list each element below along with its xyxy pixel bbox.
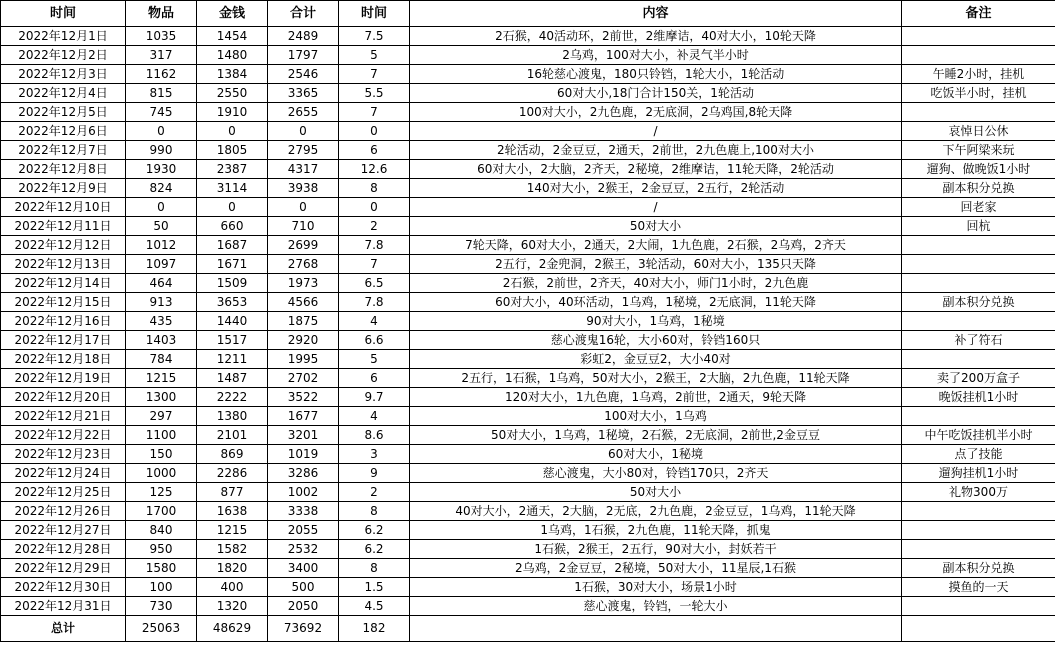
cell-items: 435 xyxy=(126,312,197,331)
cell-total: 710 xyxy=(268,217,339,236)
cell-date: 2022年12月29日 xyxy=(1,559,126,578)
cell-items: 125 xyxy=(126,483,197,502)
cell-money: 0 xyxy=(197,122,268,141)
cell-money: 1487 xyxy=(197,369,268,388)
cell-items: 990 xyxy=(126,141,197,160)
cell-money: 2387 xyxy=(197,160,268,179)
cell-note xyxy=(902,502,1055,521)
cell-total: 2702 xyxy=(268,369,339,388)
cell-total: 0 xyxy=(268,122,339,141)
cell-note: 摸鱼的一天 xyxy=(902,578,1055,597)
cell-content: 慈心渡鬼，铃铛，一轮大小 xyxy=(410,597,902,616)
cell-money: 3114 xyxy=(197,179,268,198)
cell-total: 1995 xyxy=(268,350,339,369)
cell-note: 点了技能 xyxy=(902,445,1055,464)
cell-hours: 8.6 xyxy=(339,426,410,445)
cell-total: 500 xyxy=(268,578,339,597)
cell-content: 7轮天降，60对大小，2通天，2大闹，1九色鹿，2石猴，2乌鸡，2齐天 xyxy=(410,236,902,255)
cell-date: 2022年12月10日 xyxy=(1,198,126,217)
table-row xyxy=(1,540,1055,559)
cell-items: 1930 xyxy=(126,160,197,179)
cell-note: 礼物300万 xyxy=(902,483,1055,502)
cell-total: 1875 xyxy=(268,312,339,331)
cell-note: 遛狗、做晚饭1小时 xyxy=(902,160,1055,179)
cell-content: 90对大小，1乌鸡，1秘境 xyxy=(410,312,902,331)
table-body xyxy=(1,27,1055,616)
cell-date: 2022年12月3日 xyxy=(1,65,126,84)
cell-content: 50对大小，1乌鸡，1秘境，2石猴，2无底洞，2前世,2金豆豆 xyxy=(410,426,902,445)
cell-hours: 7.5 xyxy=(339,27,410,46)
cell-note: 哀悼日公休 xyxy=(902,122,1055,141)
cell-date: 2022年12月23日 xyxy=(1,445,126,464)
cell-note: 晚饭挂机1小时 xyxy=(902,388,1055,407)
total-label: 总计 xyxy=(1,616,126,642)
cell-content: 2乌鸡，2金豆豆，2秘境，50对大小，11星辰,1石猴 xyxy=(410,559,902,578)
table-row xyxy=(1,198,1055,217)
cell-total: 3522 xyxy=(268,388,339,407)
cell-money: 1671 xyxy=(197,255,268,274)
total-items: 25063 xyxy=(126,616,197,642)
cell-items: 1097 xyxy=(126,255,197,274)
cell-items: 1580 xyxy=(126,559,197,578)
cell-items: 1403 xyxy=(126,331,197,350)
cell-items: 100 xyxy=(126,578,197,597)
cell-note: 午睡2小时，挂机 xyxy=(902,65,1055,84)
cell-money: 400 xyxy=(197,578,268,597)
table-row xyxy=(1,236,1055,255)
cell-money: 2101 xyxy=(197,426,268,445)
cell-hours: 6.6 xyxy=(339,331,410,350)
cell-hours: 6.5 xyxy=(339,274,410,293)
cell-date: 2022年12月31日 xyxy=(1,597,126,616)
cell-content: 慈心渡鬼16轮，大小60对，铃铛160只 xyxy=(410,331,902,350)
cell-total: 2546 xyxy=(268,65,339,84)
cell-content: 50对大小 xyxy=(410,217,902,236)
table-row xyxy=(1,445,1055,464)
cell-items: 317 xyxy=(126,46,197,65)
cell-items: 824 xyxy=(126,179,197,198)
cell-money: 1480 xyxy=(197,46,268,65)
cell-total: 2489 xyxy=(268,27,339,46)
table-row xyxy=(1,388,1055,407)
cell-hours: 7.8 xyxy=(339,236,410,255)
table-row xyxy=(1,65,1055,84)
cell-content: 彩虹2，金豆豆2，大小40对 xyxy=(410,350,902,369)
cell-content: 50对大小 xyxy=(410,483,902,502)
cell-note xyxy=(902,255,1055,274)
cell-note xyxy=(902,350,1055,369)
cell-hours: 9 xyxy=(339,464,410,483)
cell-date: 2022年12月2日 xyxy=(1,46,126,65)
cell-items: 1000 xyxy=(126,464,197,483)
table-row xyxy=(1,122,1055,141)
cell-items: 840 xyxy=(126,521,197,540)
cell-content: 2石猴，2前世，2齐天，40对大小，师门1小时，2九色鹿 xyxy=(410,274,902,293)
cell-note xyxy=(902,274,1055,293)
cell-hours: 5 xyxy=(339,350,410,369)
cell-hours: 4 xyxy=(339,312,410,331)
cell-money: 877 xyxy=(197,483,268,502)
cell-money: 3653 xyxy=(197,293,268,312)
cell-date: 2022年12月5日 xyxy=(1,103,126,122)
table-row xyxy=(1,141,1055,160)
cell-date: 2022年12月27日 xyxy=(1,521,126,540)
cell-money: 1211 xyxy=(197,350,268,369)
table-row xyxy=(1,84,1055,103)
table-row xyxy=(1,350,1055,369)
cell-date: 2022年12月13日 xyxy=(1,255,126,274)
table-row xyxy=(1,293,1055,312)
table-row xyxy=(1,312,1055,331)
cell-date: 2022年12月28日 xyxy=(1,540,126,559)
cell-total: 2655 xyxy=(268,103,339,122)
cell-date: 2022年12月30日 xyxy=(1,578,126,597)
cell-total: 0 xyxy=(268,198,339,217)
cell-items: 950 xyxy=(126,540,197,559)
cell-content: 1乌鸡，1石猴，2九色鹿，11轮天降，抓鬼 xyxy=(410,521,902,540)
cell-date: 2022年12月19日 xyxy=(1,369,126,388)
cell-content: 1石猴，2猴王，2五行，90对大小，封妖若干 xyxy=(410,540,902,559)
cell-items: 1162 xyxy=(126,65,197,84)
cell-content: 60对大小，40环活动，1乌鸡，1秘境，2无底洞，11轮天降 xyxy=(410,293,902,312)
cell-hours: 1.5 xyxy=(339,578,410,597)
cell-date: 2022年12月12日 xyxy=(1,236,126,255)
cell-total: 1677 xyxy=(268,407,339,426)
table-row xyxy=(1,46,1055,65)
cell-hours: 3 xyxy=(339,445,410,464)
cell-items: 784 xyxy=(126,350,197,369)
cell-items: 1100 xyxy=(126,426,197,445)
cell-date: 2022年12月8日 xyxy=(1,160,126,179)
cell-note: 回老家 xyxy=(902,198,1055,217)
cell-total: 2055 xyxy=(268,521,339,540)
cell-note: 回杭 xyxy=(902,217,1055,236)
table-row xyxy=(1,502,1055,521)
cell-date: 2022年12月21日 xyxy=(1,407,126,426)
cell-note: 遛狗挂机1小时 xyxy=(902,464,1055,483)
cell-date: 2022年12月20日 xyxy=(1,388,126,407)
cell-items: 150 xyxy=(126,445,197,464)
cell-items: 0 xyxy=(126,198,197,217)
cell-money: 2222 xyxy=(197,388,268,407)
cell-note: 补了符石 xyxy=(902,331,1055,350)
cell-money: 660 xyxy=(197,217,268,236)
cell-date: 2022年12月1日 xyxy=(1,27,126,46)
cell-items: 1300 xyxy=(126,388,197,407)
cell-money: 1440 xyxy=(197,312,268,331)
cell-hours: 6 xyxy=(339,369,410,388)
cell-hours: 5 xyxy=(339,46,410,65)
cell-date: 2022年12月22日 xyxy=(1,426,126,445)
cell-date: 2022年12月18日 xyxy=(1,350,126,369)
header-content: 内容 xyxy=(410,1,902,27)
cell-note: 副本积分兑换 xyxy=(902,293,1055,312)
cell-total: 3400 xyxy=(268,559,339,578)
cell-hours: 0 xyxy=(339,198,410,217)
cell-total: 2532 xyxy=(268,540,339,559)
cell-money: 1687 xyxy=(197,236,268,255)
cell-items: 815 xyxy=(126,84,197,103)
table-row xyxy=(1,331,1055,350)
cell-hours: 6.2 xyxy=(339,540,410,559)
cell-content: / xyxy=(410,198,902,217)
cell-total: 3365 xyxy=(268,84,339,103)
cell-hours: 7 xyxy=(339,103,410,122)
cell-content: 16轮慈心渡鬼，180只铃铛，1轮大小，1轮活动 xyxy=(410,65,902,84)
cell-content: / xyxy=(410,122,902,141)
cell-date: 2022年12月25日 xyxy=(1,483,126,502)
total-money: 48629 xyxy=(197,616,268,642)
cell-items: 464 xyxy=(126,274,197,293)
cell-hours: 6.2 xyxy=(339,521,410,540)
cell-total: 4566 xyxy=(268,293,339,312)
cell-date: 2022年12月4日 xyxy=(1,84,126,103)
cell-total: 2795 xyxy=(268,141,339,160)
total-row xyxy=(1,616,1055,642)
cell-date: 2022年12月7日 xyxy=(1,141,126,160)
cell-hours: 9.7 xyxy=(339,388,410,407)
table-row xyxy=(1,217,1055,236)
cell-date: 2022年12月14日 xyxy=(1,274,126,293)
cell-total: 2050 xyxy=(268,597,339,616)
table-row xyxy=(1,597,1055,616)
cell-hours: 12.6 xyxy=(339,160,410,179)
cell-note xyxy=(902,27,1055,46)
cell-content: 2五行，2金兜洞，2猴王，3轮活动，60对大小，135只天降 xyxy=(410,255,902,274)
cell-money: 2550 xyxy=(197,84,268,103)
cell-content: 2乌鸡，100对大小，补灵气半小时 xyxy=(410,46,902,65)
cell-hours: 7.8 xyxy=(339,293,410,312)
cell-note xyxy=(902,540,1055,559)
cell-note: 卖了200万盒子 xyxy=(902,369,1055,388)
cell-note xyxy=(902,312,1055,331)
cell-content: 60对大小，2大脑，2齐天，2秘境，2维摩诘，11轮天降，2轮活动 xyxy=(410,160,902,179)
table-row xyxy=(1,483,1055,502)
cell-note: 下午阿梁来玩 xyxy=(902,141,1055,160)
cell-total: 3201 xyxy=(268,426,339,445)
cell-money: 0 xyxy=(197,198,268,217)
cell-content: 慈心渡鬼，大小80对，铃铛170只，2齐天 xyxy=(410,464,902,483)
cell-content: 60对大小，1秘境 xyxy=(410,445,902,464)
table-row xyxy=(1,179,1055,198)
cell-money: 1517 xyxy=(197,331,268,350)
cell-items: 913 xyxy=(126,293,197,312)
cell-content: 2五行，1石猴，1乌鸡，50对大小，2猴王，2大脑，2九色鹿，11轮天降 xyxy=(410,369,902,388)
cell-content: 100对大小，1乌鸡 xyxy=(410,407,902,426)
cell-money: 1509 xyxy=(197,274,268,293)
cell-date: 2022年12月24日 xyxy=(1,464,126,483)
cell-date: 2022年12月26日 xyxy=(1,502,126,521)
cell-hours: 2 xyxy=(339,217,410,236)
cell-items: 1035 xyxy=(126,27,197,46)
table-row xyxy=(1,426,1055,445)
cell-content: 2石猴，40活动环，2前世，2维摩诘，40对大小，10轮天降 xyxy=(410,27,902,46)
cell-money: 1320 xyxy=(197,597,268,616)
cell-money: 1582 xyxy=(197,540,268,559)
cell-hours: 8 xyxy=(339,559,410,578)
cell-content: 60对大小,18门合计150关，1轮活动 xyxy=(410,84,902,103)
cell-money: 1638 xyxy=(197,502,268,521)
cell-note: 吃饭半小时，挂机 xyxy=(902,84,1055,103)
cell-items: 745 xyxy=(126,103,197,122)
header-row xyxy=(1,1,1055,27)
cell-hours: 8 xyxy=(339,502,410,521)
cell-note xyxy=(902,597,1055,616)
cell-total: 1019 xyxy=(268,445,339,464)
cell-total: 1797 xyxy=(268,46,339,65)
table-row xyxy=(1,578,1055,597)
total-content xyxy=(410,616,902,642)
cell-items: 1012 xyxy=(126,236,197,255)
cell-items: 730 xyxy=(126,597,197,616)
cell-note xyxy=(902,521,1055,540)
header-hours: 时间 xyxy=(339,1,410,27)
cell-money: 1820 xyxy=(197,559,268,578)
cell-money: 1380 xyxy=(197,407,268,426)
cell-total: 3938 xyxy=(268,179,339,198)
table-row xyxy=(1,369,1055,388)
total-hours: 182 xyxy=(339,616,410,642)
cell-hours: 7 xyxy=(339,255,410,274)
cell-money: 1805 xyxy=(197,141,268,160)
cell-content: 100对大小，2九色鹿，2无底洞，2乌鸡国,8轮天降 xyxy=(410,103,902,122)
cell-hours: 7 xyxy=(339,65,410,84)
cell-date: 2022年12月11日 xyxy=(1,217,126,236)
cell-date: 2022年12月9日 xyxy=(1,179,126,198)
cell-money: 869 xyxy=(197,445,268,464)
cell-date: 2022年12月16日 xyxy=(1,312,126,331)
total-sum: 73692 xyxy=(268,616,339,642)
cell-money: 1215 xyxy=(197,521,268,540)
cell-money: 1910 xyxy=(197,103,268,122)
cell-money: 1384 xyxy=(197,65,268,84)
table-row xyxy=(1,407,1055,426)
cell-total: 1002 xyxy=(268,483,339,502)
cell-items: 50 xyxy=(126,217,197,236)
table-row xyxy=(1,27,1055,46)
cell-note xyxy=(902,103,1055,122)
cell-hours: 5.5 xyxy=(339,84,410,103)
header-money: 金钱 xyxy=(197,1,268,27)
cell-items: 0 xyxy=(126,122,197,141)
cell-hours: 2 xyxy=(339,483,410,502)
table-row xyxy=(1,160,1055,179)
cell-date: 2022年12月17日 xyxy=(1,331,126,350)
header-items: 物品 xyxy=(126,1,197,27)
total-note xyxy=(902,616,1055,642)
cell-content: 140对大小，2猴王，2金豆豆，2五行，2轮活动 xyxy=(410,179,902,198)
cell-hours: 8 xyxy=(339,179,410,198)
cell-date: 2022年12月6日 xyxy=(1,122,126,141)
table-row xyxy=(1,464,1055,483)
table-row xyxy=(1,559,1055,578)
cell-content: 40对大小，2通天，2大脑，2无底，2九色鹿，2金豆豆，1乌鸡，11轮天降 xyxy=(410,502,902,521)
cell-note: 副本积分兑换 xyxy=(902,179,1055,198)
header-total: 合计 xyxy=(268,1,339,27)
table-row xyxy=(1,103,1055,122)
cell-content: 2轮活动，2金豆豆，2通天，2前世，2九色鹿上,100对大小 xyxy=(410,141,902,160)
cell-total: 2699 xyxy=(268,236,339,255)
cell-items: 1215 xyxy=(126,369,197,388)
cell-money: 2286 xyxy=(197,464,268,483)
cell-hours: 6 xyxy=(339,141,410,160)
cell-items: 297 xyxy=(126,407,197,426)
cell-note: 中午吃饭挂机半小时 xyxy=(902,426,1055,445)
cell-content: 120对大小，1九色鹿，1乌鸡，2前世，2通天，9轮天降 xyxy=(410,388,902,407)
cell-total: 3338 xyxy=(268,502,339,521)
cell-note xyxy=(902,407,1055,426)
cell-total: 2768 xyxy=(268,255,339,274)
cell-hours: 0 xyxy=(339,122,410,141)
cell-total: 3286 xyxy=(268,464,339,483)
cell-total: 1973 xyxy=(268,274,339,293)
cell-hours: 4.5 xyxy=(339,597,410,616)
cell-content: 1石猴，30对大小，场景1小时 xyxy=(410,578,902,597)
cell-date: 2022年12月15日 xyxy=(1,293,126,312)
table-row xyxy=(1,521,1055,540)
cell-note: 副本积分兑换 xyxy=(902,559,1055,578)
header-date: 时间 xyxy=(1,1,126,27)
header-note: 备注 xyxy=(902,1,1055,27)
cell-note xyxy=(902,46,1055,65)
cell-hours: 4 xyxy=(339,407,410,426)
cell-money: 1454 xyxy=(197,27,268,46)
cell-total: 2920 xyxy=(268,331,339,350)
table-row xyxy=(1,274,1055,293)
cell-note xyxy=(902,236,1055,255)
cell-items: 1700 xyxy=(126,502,197,521)
table-row xyxy=(1,255,1055,274)
cell-total: 4317 xyxy=(268,160,339,179)
